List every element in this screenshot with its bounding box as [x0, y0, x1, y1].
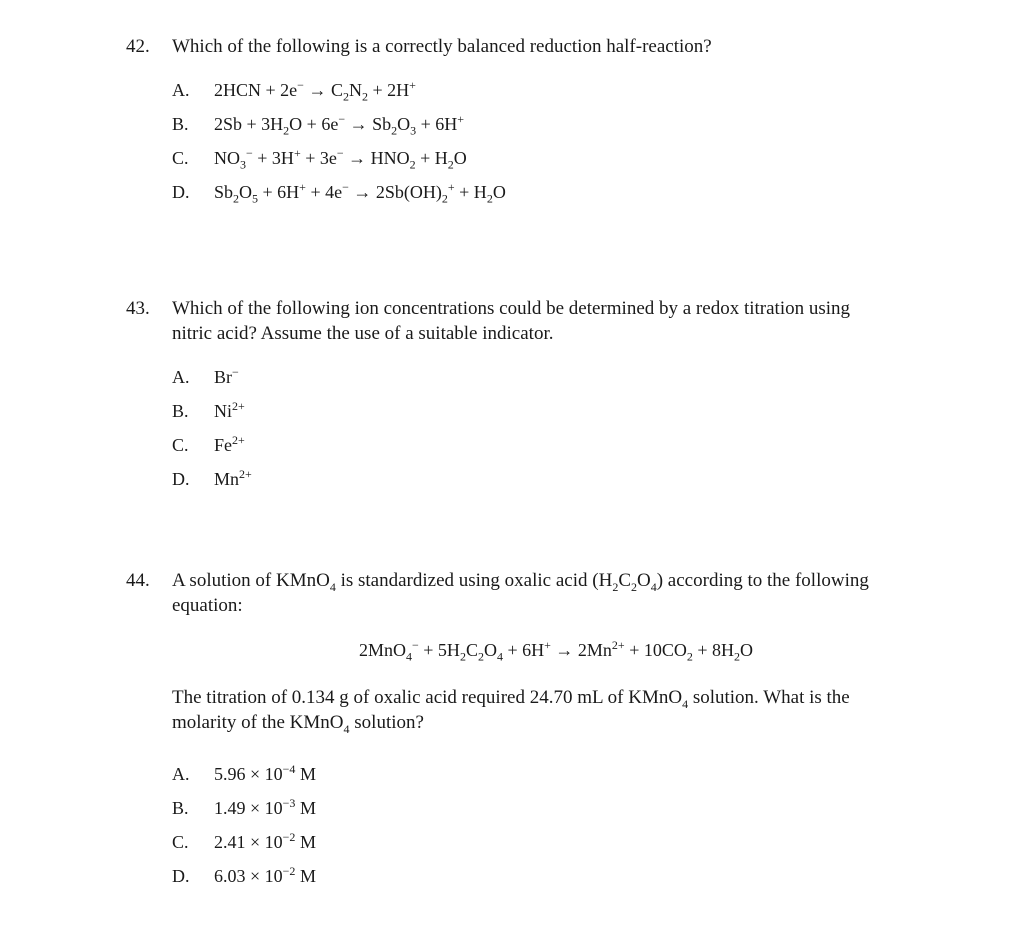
choice-letter: A.: [172, 764, 190, 784]
answer-choices: [172, 77, 986, 213]
choice-expression: $2HCN + 2e^- \to C_2N_2 + 2H^+$: [214, 78, 416, 104]
choice-expression: $6.03 \times 10^{-2}$ M: [214, 864, 316, 886]
question-paragraph: The titration of 0.134 g of oxalic acid required 24.70 mL of KMnO$_4$ solution. What is the molarity of the KMnO$_4$ solution?: [172, 687, 850, 736]
choice-letter: D.: [172, 182, 190, 202]
choice-letter: C.: [172, 832, 189, 852]
question-42: [126, 34, 986, 213]
choice-letter: D.: [172, 469, 190, 489]
choice-c: [172, 145, 986, 179]
question-number: 43.: [126, 298, 150, 319]
question-43-header: [126, 296, 986, 346]
choice-expression: $Mn^{2+}$: [214, 467, 252, 489]
choice-d: [172, 179, 986, 213]
question-text: Which of the following is a correctly balanced reduction half-reaction?: [172, 36, 712, 57]
question-42-header: [126, 34, 986, 59]
answer-choices: [172, 364, 986, 500]
choice-b: [172, 111, 986, 145]
answer-choices: [172, 761, 986, 897]
choice-letter: B.: [172, 114, 189, 134]
choice-expression: $5.96 \times 10^{-4}$ M: [214, 762, 316, 784]
question-text-line-2: nitric acid? Assume the use of a suitable indicator.: [172, 323, 554, 344]
choice-letter: C.: [172, 435, 189, 455]
reaction-equation: $2MnO_4^- + 5H_2C_2O_4 + 6H^+ \to 2Mn^{2+} + 10CO_2 + 8H_2O$: [358, 638, 753, 664]
choice-c: [172, 829, 986, 863]
choice-letter: A.: [172, 367, 190, 387]
choice-expression: $2.41 \times 10^{-2}$ M: [214, 830, 316, 852]
choice-expression: $Sb_2O_5 + 6H^+ + 4e^- \to 2Sb(OH)_2^+ + H_2O$: [214, 180, 506, 206]
choice-letter: C.: [172, 148, 189, 168]
question-44: [126, 568, 986, 897]
choice-letter: B.: [172, 401, 189, 421]
choice-letter: B.: [172, 798, 189, 818]
choice-expression: $2Sb + 3H_2O + 6e^- \to Sb_2O_3 + 6H^+$: [214, 112, 465, 138]
choice-letter: A.: [172, 80, 190, 100]
choice-expression: Br−: [214, 365, 239, 387]
choice-d: [172, 863, 986, 897]
choice-expression: $Ni^{2+}$: [214, 399, 245, 421]
question-43: [126, 296, 986, 500]
question-text: A solution of KMnO$_4$ is standardized using oxalic acid $(H_2C_2O_4)$ according to the following equation:: [172, 570, 869, 616]
question-number: 42.: [126, 36, 150, 57]
choice-d: [172, 466, 986, 500]
question-text: [172, 296, 986, 346]
choice-b: [172, 398, 986, 432]
choice-expression: $1.49 \times 10^{-3}$ M: [214, 796, 316, 818]
question-44-header: [126, 568, 986, 618]
question-number: 44.: [126, 570, 150, 591]
choice-c: [172, 432, 986, 466]
question-text-line-1: Which of the following ion concentrations could be determined by a redox titration using: [172, 298, 851, 319]
choice-b: [172, 795, 986, 829]
choice-expression: $Fe^{2+}$: [214, 433, 245, 455]
choice-a: [172, 761, 986, 795]
choice-letter: D.: [172, 866, 190, 886]
choice-expression: $NO_3^- + 3H^+ + 3e^- \to HNO_2 + H_2O$: [214, 146, 467, 172]
choice-a: [172, 77, 986, 111]
choice-a: [172, 364, 986, 398]
